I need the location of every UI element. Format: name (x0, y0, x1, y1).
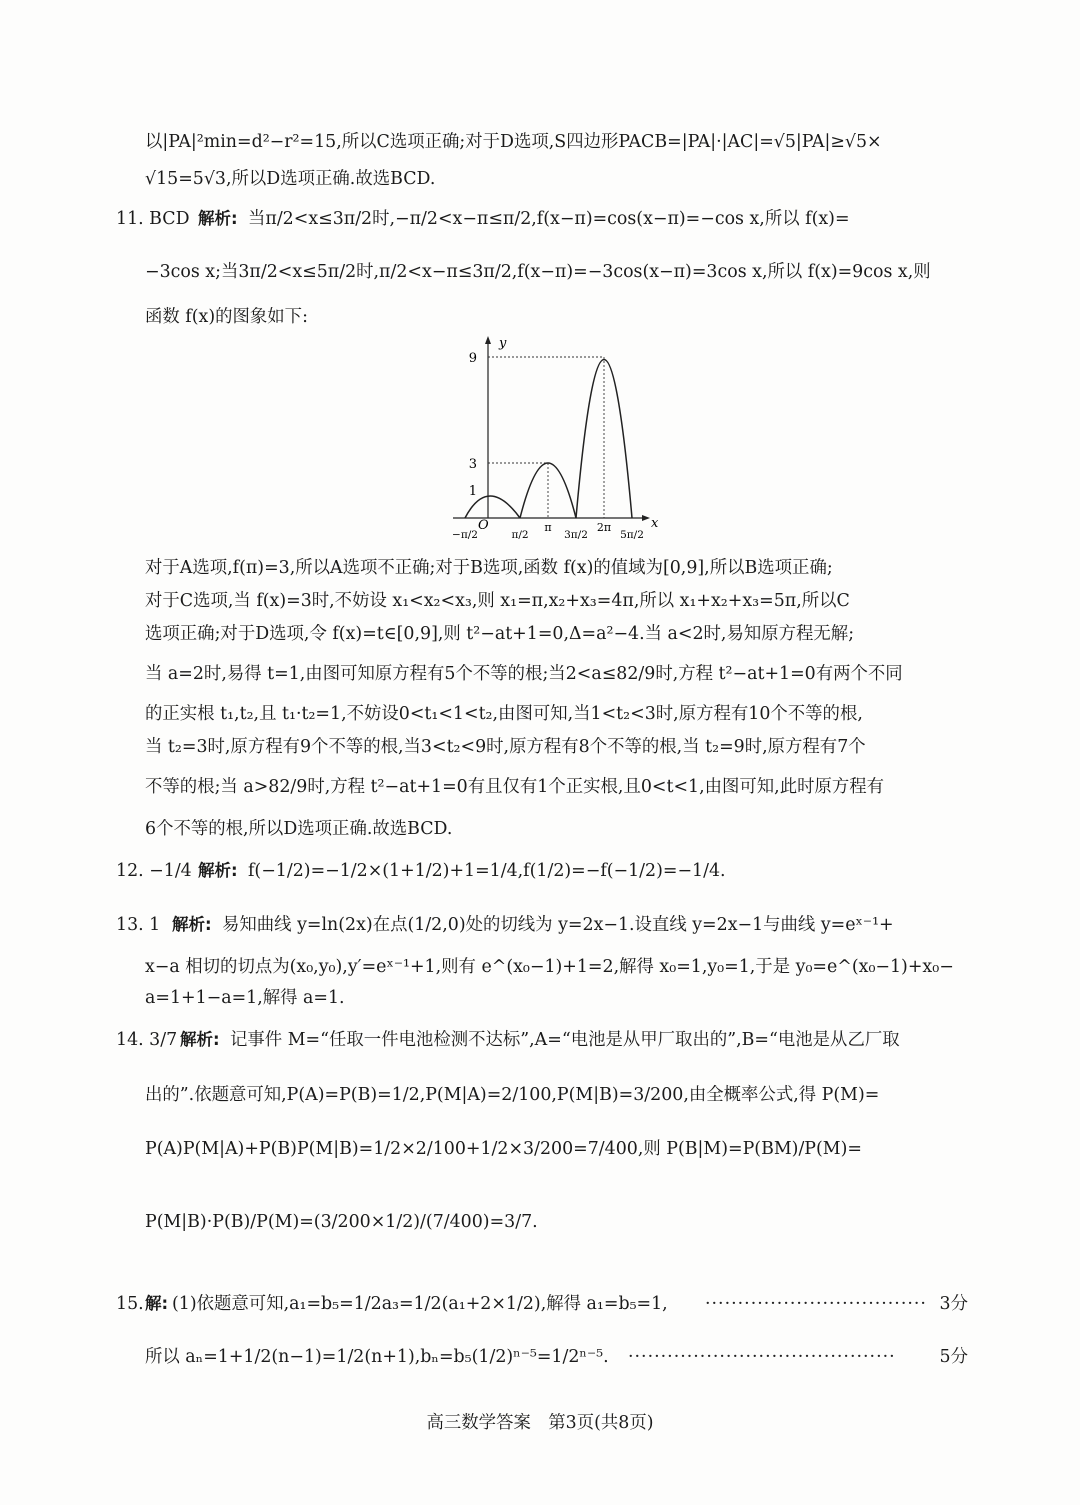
text-line: 以|PA|²min=d²−r²=15,所以C选项正确;对于D选项,S四边形PACB=|PA|·|AC|=√5|PA|≥√5× (145, 132, 882, 152)
x-axis-label: x (651, 516, 659, 531)
text-line: 选项正确;对于D选项,令 f(x)=t∈[0,9],则 t²−at+1=0,Δ=a²−4.当 a<2时,易知原方程无解; (145, 624, 855, 644)
text-line: 对于C选项,当 f(x)=3时,不妨设 x₁<x₂<x₃,则 x₁=π,x₂+x₃=4π,所以 x₁+x₂+x₃=5π,所以C (145, 591, 850, 611)
score-label: 3分 (939, 1294, 968, 1314)
analysis-keyword: 解析: (172, 915, 212, 934)
text-line: 易知曲线 y=ln(2x)在点(1/2,0)处的切线为 y=2x−1.设直线 y=2x−1与曲线 y=eˣ⁻¹+ (222, 915, 894, 935)
y-axis-label: y (499, 336, 507, 351)
x-axis-arrow (642, 515, 650, 521)
text-line: 函数 f(x)的图象如下: (145, 307, 308, 327)
x-tick-label: 5π/2 (620, 529, 644, 541)
x-tick-label: π (544, 521, 552, 534)
x-tick-label: 3π/2 (564, 529, 588, 541)
text-line: 当π/2<x≤3π/2时,−π/2<x−π≤π/2,f(x−π)=cos(x−π)=−cos x,所以 f(x)= (248, 209, 850, 229)
score-leader: ········································· (628, 1347, 896, 1367)
analysis-keyword: 解析: (198, 861, 238, 880)
y-tick-label: 9 (468, 351, 477, 366)
score-leader: ·································· (705, 1294, 927, 1314)
x-tick-label: 2π (596, 521, 612, 534)
analysis-keyword: 解析: (180, 1030, 220, 1049)
question-15-number: 15. (116, 1294, 144, 1314)
text-line: x−a 相切的切点为(x₀,y₀),y′=eˣ⁻¹+1,则有 e^(x₀−1)+1=2,解得 x₀=1,y₀=1,于是 y₀=e^(x₀−1)+x₀− (145, 957, 954, 977)
text-line: P(M|B)·P(B)/P(M)=(3/200×1/2)/(7/400)=3/7. (145, 1212, 538, 1232)
origin-label: O (478, 518, 489, 533)
text-line: (1)依题意可知,a₁=b₅=1/2a₃=1/2(a₁+2×1/2),解得 a₁=b₅=1, (172, 1294, 668, 1314)
solution-keyword: 解: (145, 1294, 169, 1313)
text-line: f(−1/2)=−1/2×(1+1/2)+1=1/4,f(1/2)=−f(−1/2)=−1/4. (248, 861, 726, 881)
function-graph (445, 333, 675, 548)
page-footer: 高三数学答案 第3页(共8页) (426, 1413, 654, 1433)
text-line: 6个不等的根,所以D选项正确.故选BCD. (145, 819, 453, 839)
text-line: −3cos x;当3π/2<x≤5π/2时,π/2<x−π≤3π/2,f(x−π)=−3cos(x−π)=3cos x,所以 f(x)=9cos x,则 (145, 262, 931, 282)
question-13-answer: 13. 1 (116, 915, 161, 935)
x-tick-label: π/2 (511, 529, 529, 541)
analysis-keyword: 解析: (198, 209, 238, 228)
question-12-answer: 12. −1/4 (116, 861, 192, 881)
text-line: a=1+1−a=1,解得 a=1. (145, 988, 345, 1008)
x-tick-label: −π/2 (452, 529, 478, 541)
text-line: √15=5√3,所以D选项正确.故选BCD. (145, 169, 436, 189)
text-line: 出的”.依题意可知,P(A)=P(B)=1/2,P(M|A)=2/100,P(M|B)=3/200,由全概率公式,得 P(M)= (145, 1085, 880, 1105)
y-tick-label: 3 (468, 457, 477, 472)
text-line: 当 a=2时,易得 t=1,由图可知原方程有5个不等的根;当2<a≤82/9时,方程 t²−at+1=0有两个不同 (145, 664, 903, 684)
curve-segment-cos (465, 496, 520, 518)
text-line: 记事件 M=“任取一件电池检测不达标”,A=“电池是从甲厂取出的”,B=“电池是从乙厂取 (230, 1030, 900, 1050)
text-line: 不等的根;当 a>82/9时,方程 t²−at+1=0有且仅有1个正实根,且0<t<1,由图可知,此时原方程有 (145, 777, 885, 797)
question-14-answer: 14. 3/7 (116, 1030, 178, 1050)
text-line: P(A)P(M|A)+P(B)P(M|B)=1/2×2/100+1/2×3/200=7/400,则 P(B|M)=P(BM)/P(M)= (145, 1139, 862, 1159)
text-line: 对于A选项,f(π)=3,所以A选项不正确;对于B选项,函数 f(x)的值域为[0,9],所以B选项正确; (145, 558, 833, 578)
y-axis-arrow (485, 336, 491, 344)
y-tick-label: 1 (468, 484, 477, 499)
score-label: 5分 (939, 1347, 968, 1367)
text-line: 的正实根 t₁,t₂,且 t₁·t₂=1,不妨设0<t₁<1<t₂,由图可知,当1<t₂<3时,原方程有10个不等的根, (145, 704, 863, 724)
text-line: 所以 aₙ=1+1/2(n−1)=1/2(n+1),bₙ=b₅(1/2)ⁿ⁻⁵=1/2ⁿ⁻⁵. (145, 1347, 609, 1367)
text-line: 当 t₂=3时,原方程有9个不等的根,当3<t₂<9时,原方程有8个不等的根,当 t₂=9时,原方程有7个 (145, 737, 866, 757)
question-11-answer: 11. BCD (116, 209, 190, 229)
